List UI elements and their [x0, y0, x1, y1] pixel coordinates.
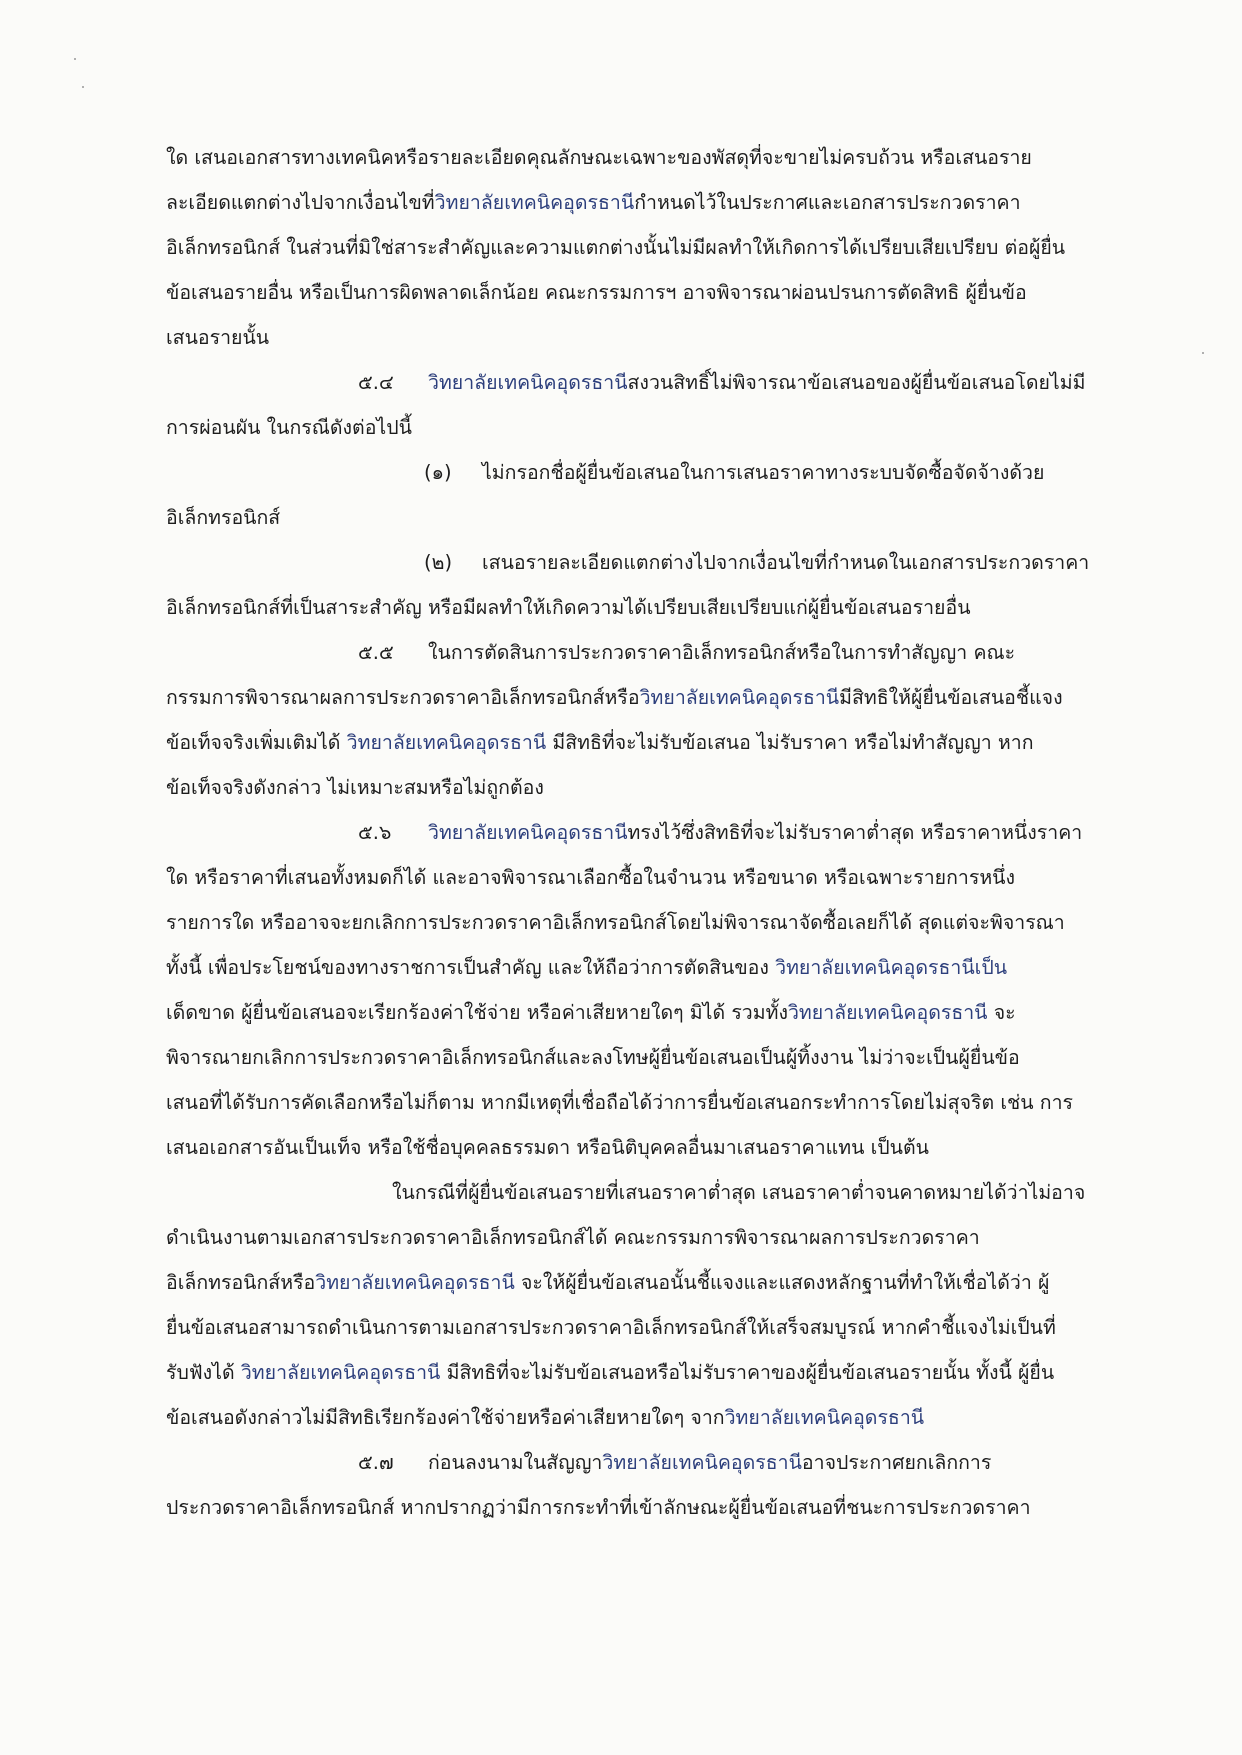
text-line: ข้อเท็จจริงเพิ่มเติมได้ วิทยาลัยเทคนิคอุดรธานี มีสิทธิที่จะไม่รับข้อเสนอ ไม่รับราคา หรือไม่ทำสัญญา หาก: [166, 731, 1034, 754]
text-line: ข้อเสนอดังกล่าวไม่มีสิทธิเรียกร้องค่าใช้จ่ายหรือค่าเสียหายใดๆ จากวิทยาลัยเทคนิคอุดรธานี: [166, 1406, 925, 1429]
clause-5-4-item-2: (๒) เสนอรายละเอียดแตกต่างไปจากเงื่อนไขที่กำหนดในเอกสารประกวดราคา: [424, 548, 1089, 578]
scan-speck: [1202, 352, 1204, 354]
college-name: วิทยาลัยเทคนิคอุดรธานี: [428, 371, 628, 394]
scan-speck: [74, 58, 76, 60]
college-name: วิทยาลัยเทคนิคอุดรธานี: [724, 1406, 925, 1429]
text-line: ใด เสนอเอกสารทางเทคนิคหรือรายละเอียดคุณลักษณะเฉพาะของพัสดุที่จะขายไม่ครบถ้วน หรือเสนอราย: [166, 146, 1032, 169]
text-line: รายการใด หรืออาจจะยกเลิกการประกวดราคาอิเล็กทรอนิกส์โดยไม่พิจารณาจัดซื้อเลยก็ได้ สุดแต่จะพิจารณา: [166, 911, 1065, 934]
clause-number: ๕.๕: [358, 641, 394, 664]
clause-5-6-first-line: ๕.๖ วิทยาลัยเทคนิคอุดรธานีทรงไว้ซึ่งสิทธิที่จะไม่รับราคาต่ำสุด หรือราคาหนึ่งราคา: [358, 818, 1082, 848]
text-line: กรรมการพิจารณาผลการประกวดราคาอิเล็กทรอนิกส์หรือวิทยาลัยเทคนิคอุดรธานีมีสิทธิให้ผู้ยื่นข้อเสนอชี้แจง: [166, 686, 1063, 709]
text-line: รับฟังได้ วิทยาลัยเทคนิคอุดรธานี มีสิทธิที่จะไม่รับข้อเสนอหรือไม่รับราคาของผู้ยื่นข้อเสนอรายนั้น ทั้งนี้ ผู้ยื่น: [166, 1361, 1055, 1384]
text-line: ยื่นข้อเสนอสามารถดำเนินการตามเอกสารประกวดราคาอิเล็กทรอนิกส์ให้เสร็จสมบูรณ์ หากคำชี้แจงไม่เป็นที่: [166, 1316, 1056, 1339]
text-line: ใด หรือราคาที่เสนอทั้งหมดก็ได้ และอาจพิจารณาเลือกซื้อในจำนวน หรือขนาด หรือเฉพาะรายการหนึ่ง: [166, 866, 1016, 889]
college-name: วิทยาลัยเทคนิคอุดรธานี: [787, 1001, 988, 1024]
college-name: วิทยาลัยเทคนิคอุดรธานี: [434, 191, 635, 214]
text-line: ประกวดราคาอิเล็กทรอนิกส์ หากปรากฏว่ามีการกระทำที่เข้าลักษณะผู้ยื่นข้อเสนอที่ชนะการประกวดราคา: [166, 1496, 1031, 1519]
scan-speck: [82, 86, 84, 88]
clause-number: ๕.๗: [358, 1451, 394, 1474]
text-line: ดำเนินงานตามเอกสารประกวดราคาอิเล็กทรอนิกส์ได้ คณะกรรมการพิจารณาผลการประกวดราคา: [166, 1226, 980, 1249]
text-line: การผ่อนผัน ในกรณีดังต่อไปนี้: [166, 416, 412, 439]
text-line: เสนอที่ได้รับการคัดเลือกหรือไม่ก็ตาม หากมีเหตุที่เชื่อถือได้ว่าการยื่นข้อเสนอกระทำการโดยไม่สุจริต เช่น การ: [166, 1091, 1073, 1114]
clause-5-4-item-1: (๑) ไม่กรอกชื่อผู้ยื่นข้อเสนอในการเสนอราคาทางระบบจัดซื้อจัดจ้างด้วย: [424, 458, 1044, 488]
item-number: (๑): [424, 461, 452, 484]
text-line: พิจารณายกเลิกการประกวดราคาอิเล็กทรอนิกส์และลงโทษผู้ยื่นข้อเสนอเป็นผู้ทิ้งงาน ไม่ว่าจะเป็นผู้ยื่นข้อ: [166, 1046, 1020, 1069]
text-line: เด็ดขาด ผู้ยื่นข้อเสนอจะเรียกร้องค่าใช้จ่าย หรือค่าเสียหายใดๆ มิได้ รวมทั้งวิทยาลัยเทคนิคอุดรธานี จะ: [166, 1001, 1016, 1024]
text-line: อิเล็กทรอนิกส์ที่เป็นสาระสำคัญ หรือมีผลทำให้เกิดความได้เปรียบเสียเปรียบแก่ผู้ยื่นข้อเสนอรายอื่น: [166, 596, 971, 619]
text-line: อิเล็กทรอนิกส์หรือวิทยาลัยเทคนิคอุดรธานี จะให้ผู้ยื่นข้อเสนอนั้นชี้แจงและแสดงหลักฐานที่ทำให้เชื่อได้ว่า ผู้: [166, 1271, 1050, 1294]
text-line: เสนอเอกสารอันเป็นเท็จ หรือใช้ชื่อบุคคลธรรมดา หรือนิติบุคคลอื่นมาเสนอราคาแทน เป็นต้น: [166, 1136, 929, 1159]
college-name: วิทยาลัยเทคนิคอุดรธานี: [428, 821, 628, 844]
clause-number: ๕.๔: [358, 371, 394, 394]
item-number: (๒): [424, 551, 453, 574]
college-name: วิทยาลัยเทคนิคอุดรธานี: [240, 1361, 441, 1384]
clause-5-4-first-line: ๕.๔ วิทยาลัยเทคนิคอุดรธานีสงวนสิทธิ์ไม่พิจารณาข้อเสนอของผู้ยื่นข้อเสนอโดยไม่มี: [358, 368, 1085, 398]
text-line: อิเล็กทรอนิกส์ ในส่วนที่มิใช่สาระสำคัญและความแตกต่างนั้นไม่มีผลทำให้เกิดการได้เปรียบเสียเปรียบ ต่อผู้ยื่น: [166, 236, 1066, 259]
text-line: ละเอียดแตกต่างไปจากเงื่อนไขที่วิทยาลัยเทคนิคอุดรธานีกำหนดไว้ในประกาศและเอกสารประกวดราคา: [166, 191, 1021, 214]
text-line: เสนอรายนั้น: [166, 326, 270, 349]
clause-5-5-first-line: ๕.๕ ในการตัดสินการประกวดราคาอิเล็กทรอนิกส์หรือในการทำสัญญา คณะ: [358, 638, 1015, 668]
clause-5-7-first-line: ๕.๗ ก่อนลงนามในสัญญาวิทยาลัยเทคนิคอุดรธานีอาจประกาศยกเลิกการ: [358, 1448, 991, 1478]
college-name: วิทยาลัยเทคนิคอุดรธานี: [315, 1271, 515, 1294]
clause-number: ๕.๖: [358, 821, 392, 844]
college-name: วิทยาลัยเทคนิคอุดรธานี: [775, 956, 975, 979]
text-line: ทั้งนี้ เพื่อประโยชน์ของทางราชการเป็นสำคัญ และให้ถือว่าการตัดสินของ วิทยาลัยเทคนิคอุดรธานีเป็น: [166, 956, 1008, 979]
college-name: วิทยาลัยเทคนิคอุดรธานี: [602, 1451, 802, 1474]
text-line: ในกรณีที่ผู้ยื่นข้อเสนอรายที่เสนอราคาต่ำสุด เสนอราคาต่ำจนคาดหมายได้ว่าไม่อาจ: [392, 1181, 1086, 1204]
college-name: วิทยาลัยเทคนิคอุดรธานี: [639, 686, 840, 709]
college-name: วิทยาลัยเทคนิคอุดรธานี: [346, 731, 547, 754]
text-line: ข้อเสนอรายอื่น หรือเป็นการผิดพลาดเล็กน้อย คณะกรรมการฯ อาจพิจารณาผ่อนปรนการตัดสิทธิ ผู้ยื่นข้อ: [166, 281, 1027, 304]
text-line: ข้อเท็จจริงดังกล่าว ไม่เหมาะสมหรือไม่ถูกต้อง: [166, 776, 544, 799]
text-line: อิเล็กทรอนิกส์: [166, 506, 281, 529]
